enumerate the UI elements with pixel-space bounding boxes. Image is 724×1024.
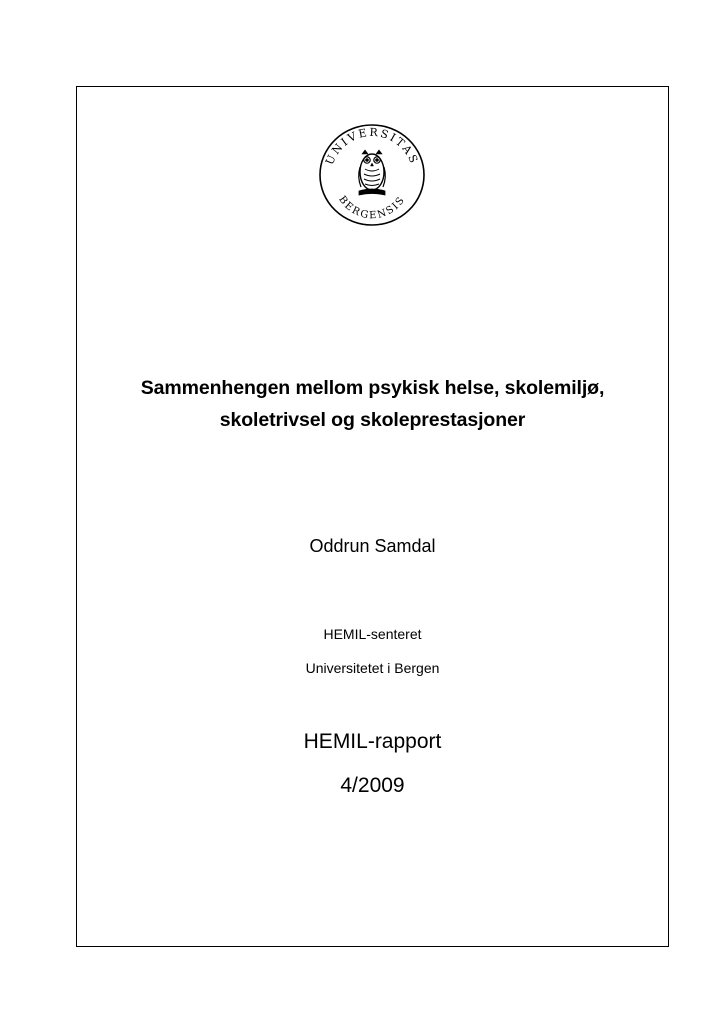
report-title [76,372,669,436]
owl-icon [359,150,386,195]
institution-university: Universitetet i Bergen [305,660,440,676]
report-title-line-2: skoletrivsel og skoleprestasjoner [219,409,526,431]
report-title-line-1: Sammenhengen mellom psykisk helse, skolemiljø, [140,377,605,399]
author-name: Oddrun Samdal [309,536,436,556]
report-number: 4/2009 [340,774,405,797]
report-series: HEMIL-rapport [303,730,442,753]
university-seal-logo [313,121,431,229]
seal-text-bottom: BERGENSIS [336,194,408,222]
institution-center: HEMIL-senteret [323,626,422,642]
seal-text-top: UNIVERSITAS [323,125,421,167]
